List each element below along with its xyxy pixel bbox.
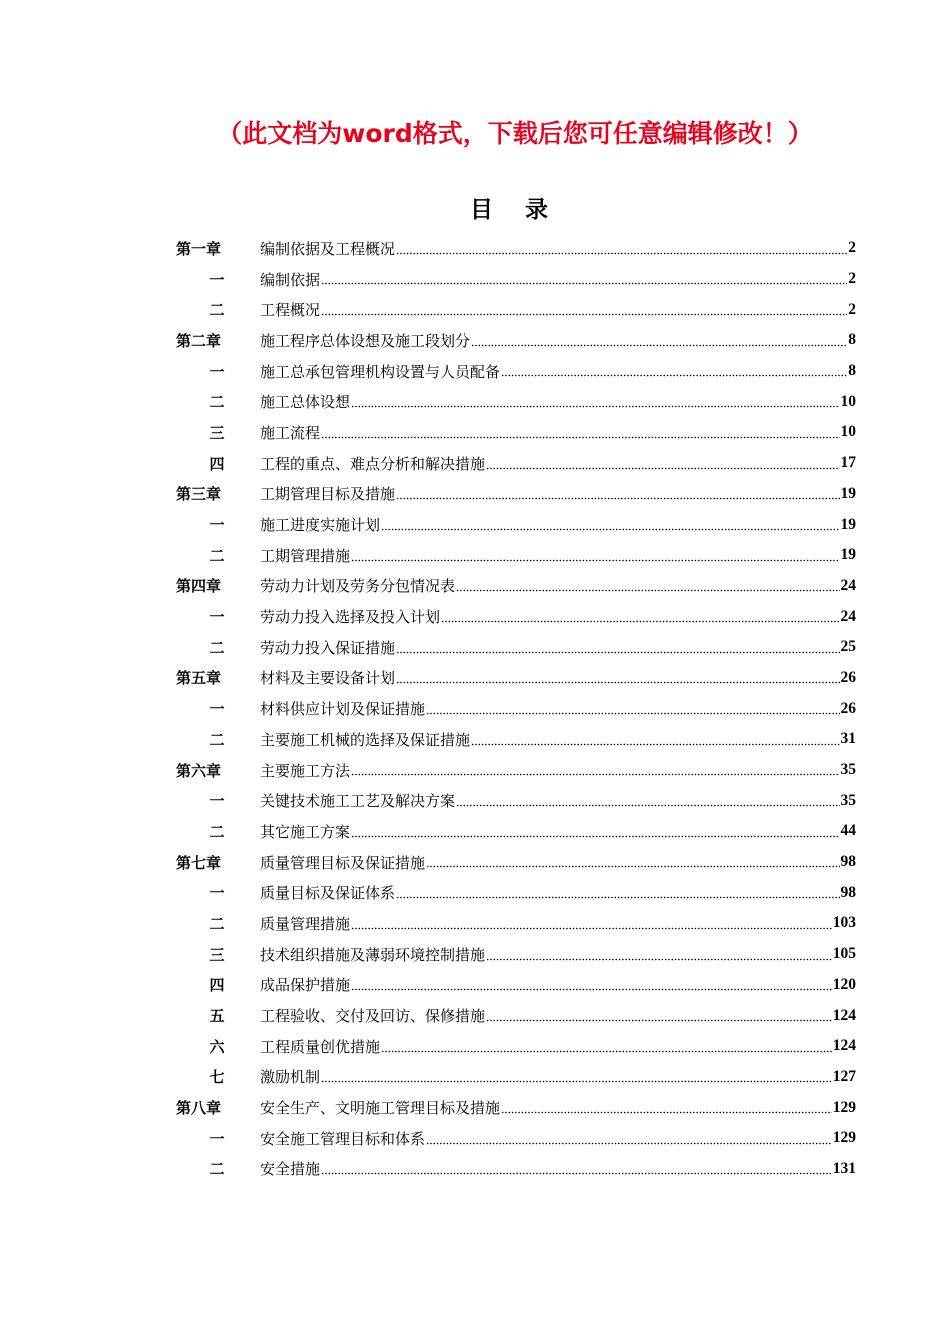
toc-entry-number: 第五章 xyxy=(176,669,222,688)
toc-entry-title: 激励机制 xyxy=(260,1068,321,1087)
toc-entry-page: 129 xyxy=(832,1129,856,1147)
toc-entry-number: 第二章 xyxy=(176,331,222,350)
toc-entry-page: 98 xyxy=(840,853,856,871)
toc-dot-leader xyxy=(396,891,839,899)
toc-entry-page: 105 xyxy=(832,945,856,963)
toc-dot-leader xyxy=(321,277,847,285)
toc-entry-number: 一 xyxy=(209,792,225,811)
toc-entry-page: 19 xyxy=(840,515,856,533)
toc-entry-page: 26 xyxy=(840,668,856,686)
toc-dot-leader xyxy=(396,646,839,654)
toc-section-entry[interactable] xyxy=(176,939,856,970)
toc-entry-number: 二 xyxy=(209,638,225,657)
toc-entry-title: 其它施工方案 xyxy=(260,822,351,841)
toc-chapter-entry[interactable] xyxy=(176,847,856,878)
toc-chapter-entry[interactable] xyxy=(176,755,856,786)
toc-entry-title: 施工流程 xyxy=(260,423,321,442)
toc-entry-page: 124 xyxy=(832,1006,856,1024)
toc-section-entry[interactable] xyxy=(176,1031,856,1062)
toc-section-entry[interactable] xyxy=(176,356,856,387)
toc-dot-leader xyxy=(456,799,839,807)
toc-entry-title: 施工总承包管理机构设置与人员配备 xyxy=(260,362,501,381)
toc-entry-title: 安全生产、文明施工管理目标及措施 xyxy=(260,1099,501,1118)
toc-entry-page: 19 xyxy=(840,546,856,564)
toc-dot-leader xyxy=(396,492,839,500)
toc-entry-title: 施工程序总体设想及施工段划分 xyxy=(260,331,471,350)
toc-dot-leader xyxy=(471,339,847,347)
toc-dot-leader xyxy=(396,676,839,684)
toc-entry-page: 10 xyxy=(840,423,856,441)
toc-entry-number: 一 xyxy=(209,884,225,903)
document-notice: （此文档为word格式，下载后您可任意编辑修改！） xyxy=(217,119,813,148)
toc-entry-title: 安全措施 xyxy=(260,1160,321,1179)
toc-entry-title: 质量管理措施 xyxy=(260,914,351,933)
toc-entry-page: 44 xyxy=(840,822,856,840)
toc-entry-title: 施工总体设想 xyxy=(260,393,351,412)
toc-entry-title: 材料及主要设备计划 xyxy=(260,669,396,688)
toc-entry-title: 编制依据 xyxy=(260,270,321,289)
toc-title: 目 录 xyxy=(469,197,560,223)
toc-entry-title: 工程验收、交付及回访、保修措施 xyxy=(260,1007,486,1026)
toc-entry-title: 工程概况 xyxy=(260,301,321,320)
toc-section-entry[interactable] xyxy=(176,417,856,448)
toc-section-entry[interactable] xyxy=(176,294,856,325)
toc-entry-page: 2 xyxy=(848,239,856,257)
toc-entry-page: 19 xyxy=(840,484,856,502)
toc-entry-page: 8 xyxy=(848,331,856,349)
toc-entry-page: 26 xyxy=(840,699,856,717)
toc-entry-page: 35 xyxy=(840,761,856,779)
toc-entry-page: 131 xyxy=(832,1159,856,1177)
toc-entry-number: 五 xyxy=(209,1007,225,1026)
toc-entry-page: 25 xyxy=(840,638,856,656)
toc-entry-page: 8 xyxy=(848,362,856,380)
toc-entry-title: 工程质量创优措施 xyxy=(260,1037,381,1056)
toc-entry-number: 第六章 xyxy=(176,761,222,780)
toc-dot-leader xyxy=(396,247,847,255)
toc-entry-number: 六 xyxy=(209,1037,225,1056)
toc-section-entry[interactable] xyxy=(176,877,856,908)
toc-entry-number: 第一章 xyxy=(176,239,222,258)
toc-entry-number: 二 xyxy=(209,301,225,320)
toc-entry-title: 工期管理目标及措施 xyxy=(260,485,396,504)
toc-entry-page: 10 xyxy=(840,392,856,410)
toc-entry-number: 第三章 xyxy=(176,485,222,504)
toc-entry-number: 二 xyxy=(209,914,225,933)
toc-entry-page: 98 xyxy=(840,883,856,901)
toc-dot-leader xyxy=(321,1167,832,1175)
toc-entry-title: 主要施工机械的选择及保证措施 xyxy=(260,730,471,749)
toc-section-entry[interactable] xyxy=(176,540,856,571)
toc-entry-number: 二 xyxy=(209,822,225,841)
toc-dot-leader xyxy=(321,431,839,439)
toc-entry-title: 质量目标及保证体系 xyxy=(260,884,396,903)
toc-entry-number: 二 xyxy=(209,1160,225,1179)
toc-dot-leader xyxy=(351,768,839,776)
toc-entry-page: 35 xyxy=(840,791,856,809)
toc-entry-number: 第七章 xyxy=(176,853,222,872)
toc-entry-number: 二 xyxy=(209,393,225,412)
toc-entry-page: 103 xyxy=(832,914,856,932)
toc-section-entry[interactable] xyxy=(176,1062,856,1093)
toc-dot-leader xyxy=(381,523,839,531)
toc-chapter-entry[interactable] xyxy=(176,479,856,510)
toc-entry-number: 一 xyxy=(209,270,225,289)
toc-dot-leader xyxy=(426,860,839,868)
toc-entry-page: 127 xyxy=(832,1067,856,1085)
toc-chapter-entry[interactable] xyxy=(176,571,856,602)
toc-entry-title: 施工进度实施计划 xyxy=(260,516,381,535)
toc-section-entry[interactable] xyxy=(176,1000,856,1031)
toc-dot-leader xyxy=(351,830,839,838)
toc-entry-number: 二 xyxy=(209,546,225,565)
toc-section-entry[interactable] xyxy=(176,785,856,816)
toc-entry-title: 成品保护措施 xyxy=(260,976,351,995)
toc-entry-title: 安全施工管理目标和体系 xyxy=(260,1129,426,1148)
toc-dot-leader xyxy=(486,462,839,470)
toc-entry-number: 三 xyxy=(209,423,225,442)
toc-entry-page: 124 xyxy=(832,1037,856,1055)
toc-entry-title: 劳动力投入选择及投入计划 xyxy=(260,608,441,627)
toc-section-entry[interactable] xyxy=(176,908,856,939)
toc-dot-leader xyxy=(351,400,839,408)
toc-entry-title: 技术组织措施及薄弱环境控制措施 xyxy=(260,945,486,964)
toc-section-entry[interactable] xyxy=(176,1123,856,1154)
toc-dot-leader xyxy=(471,738,839,746)
toc-dot-leader xyxy=(486,1014,832,1022)
toc-entry-title: 主要施工方法 xyxy=(260,761,351,780)
toc-chapter-entry[interactable] xyxy=(176,663,856,694)
toc-section-entry[interactable] xyxy=(176,509,856,540)
toc-entry-title: 劳动力投入保证措施 xyxy=(260,638,396,657)
toc-entry-page: 2 xyxy=(848,300,856,318)
toc-entry-number: 四 xyxy=(209,454,225,473)
toc-entry-number: 七 xyxy=(209,1068,225,1087)
toc-section-entry[interactable] xyxy=(176,1154,856,1185)
toc-entry-title: 劳动力计划及劳务分包情况表 xyxy=(260,577,456,596)
toc-section-entry[interactable] xyxy=(176,448,856,479)
toc-dot-leader xyxy=(351,554,839,562)
toc-dot-leader xyxy=(321,1075,832,1083)
toc-entry-number: 一 xyxy=(209,516,225,535)
toc-dot-leader xyxy=(501,369,847,377)
toc-dot-leader xyxy=(381,1045,832,1053)
toc-section-entry[interactable] xyxy=(176,386,856,417)
toc-dot-leader xyxy=(351,983,832,991)
toc-entry-page: 24 xyxy=(840,607,856,625)
toc-entry-title: 质量管理目标及保证措施 xyxy=(260,853,426,872)
toc-dot-leader xyxy=(441,615,839,623)
toc-entry-page: 120 xyxy=(832,975,856,993)
toc-dot-leader xyxy=(456,584,839,592)
toc-dot-leader xyxy=(426,1137,832,1145)
toc-entry-page: 31 xyxy=(840,730,856,748)
toc-entry-page: 2 xyxy=(848,270,856,288)
toc-entry-number: 一 xyxy=(209,1129,225,1148)
toc-entry-title: 关键技术施工工艺及解决方案 xyxy=(260,792,456,811)
toc-section-entry[interactable] xyxy=(176,970,856,1001)
toc-section-entry[interactable] xyxy=(176,601,856,632)
toc-entry-number: 四 xyxy=(209,976,225,995)
toc-entry-number: 一 xyxy=(209,362,225,381)
table-of-contents xyxy=(176,233,856,1184)
toc-entry-number: 第八章 xyxy=(176,1099,222,1118)
toc-entry-title: 工程的重点、难点分析和解决措施 xyxy=(260,454,486,473)
toc-entry-number: 一 xyxy=(209,700,225,719)
toc-entry-number: 三 xyxy=(209,945,225,964)
toc-entry-title: 材料供应计划及保证措施 xyxy=(260,700,426,719)
toc-entry-number: 二 xyxy=(209,730,225,749)
toc-entry-page: 17 xyxy=(840,454,856,472)
toc-dot-leader xyxy=(486,953,832,961)
toc-chapter-entry[interactable] xyxy=(176,325,856,356)
toc-entry-page: 129 xyxy=(832,1098,856,1116)
toc-entry-number: 一 xyxy=(209,608,225,627)
toc-section-entry[interactable] xyxy=(176,724,856,755)
toc-entry-number: 第四章 xyxy=(176,577,222,596)
toc-section-entry[interactable] xyxy=(176,693,856,724)
toc-dot-leader xyxy=(426,707,839,715)
toc-dot-leader xyxy=(321,308,847,316)
toc-entry-page: 24 xyxy=(840,576,856,594)
toc-chapter-entry[interactable] xyxy=(176,1092,856,1123)
toc-entry-title: 编制依据及工程概况 xyxy=(260,239,396,258)
toc-section-entry[interactable] xyxy=(176,632,856,663)
toc-dot-leader xyxy=(351,922,832,930)
toc-section-entry[interactable] xyxy=(176,816,856,847)
toc-entry-title: 工期管理措施 xyxy=(260,546,351,565)
toc-dot-leader xyxy=(501,1106,832,1114)
toc-section-entry[interactable] xyxy=(176,264,856,295)
toc-chapter-entry[interactable] xyxy=(176,233,856,264)
